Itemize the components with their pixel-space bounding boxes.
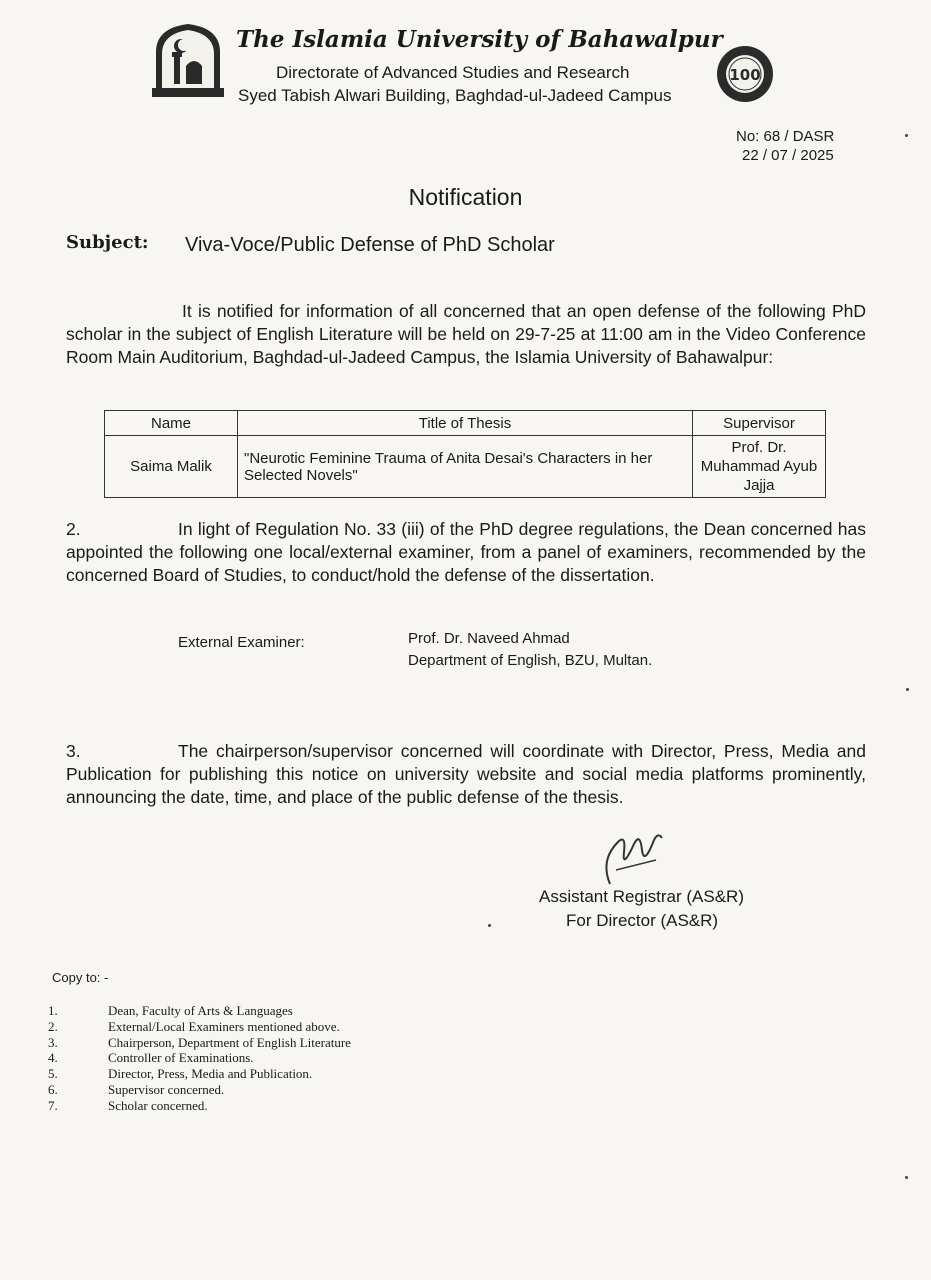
- header-supervisor: Supervisor: [693, 411, 826, 436]
- paragraph-3: [66, 740, 866, 809]
- copy-to-title: Copy to: -: [52, 970, 109, 985]
- p1-time: 11:00 am: [600, 324, 673, 344]
- list-number: 3.: [48, 1034, 58, 1050]
- signatory-role: For Director (AS&R): [566, 911, 719, 930]
- subject-text: Viva-Voce/Public Defense of PhD Scholar: [185, 234, 555, 256]
- p3-number: 3.: [66, 741, 81, 761]
- list-item: [48, 1019, 448, 1035]
- p2-number: 2.: [66, 519, 81, 539]
- list-item: [48, 1082, 448, 1098]
- header-name: Name: [105, 411, 238, 436]
- table-row: [105, 436, 826, 498]
- list-text: Supervisor concerned.: [108, 1081, 225, 1097]
- supervisor-name: Prof. Dr. Muhammad Ayub Jajja: [693, 436, 826, 498]
- p1-post: in the Video Conference Room Main Auditorium, Baghdad-ul-Jadeed Campus, the Islamia University of Bahawalpur:: [66, 324, 866, 367]
- reference-date: 22 / 07 / 2025: [742, 147, 834, 164]
- p1-mid: will be held on: [392, 324, 516, 344]
- list-item: [48, 1098, 448, 1114]
- directorate-name: Directorate of Advanced Studies and Research: [276, 63, 630, 82]
- list-number: 6.: [48, 1081, 58, 1097]
- subject-label: Subject:: [66, 232, 149, 253]
- list-text: Chairperson, Department of English Literature: [108, 1034, 351, 1050]
- p3-text: The chairperson/supervisor concerned will coordinate with Director, Press, Media and Publication for publishing this notice on university website and social media platforms prominently, announcing the date, time, and place of the public defense of the thesis.: [66, 741, 866, 807]
- scan-speck: [905, 134, 908, 137]
- list-item: [48, 1003, 448, 1019]
- signatory-title: Assistant Registrar (AS&R): [539, 887, 744, 906]
- list-text: Director, Press, Media and Publication.: [108, 1066, 313, 1082]
- examiner-label: External Examiner:: [178, 634, 305, 651]
- examiner-department: Department of English, BZU, Multan.: [408, 652, 653, 669]
- university-logo: [148, 22, 228, 100]
- reference-number: No: 68 / DASR: [736, 128, 835, 145]
- examiner-name: Prof. Dr. Naveed Ahmad: [408, 630, 570, 647]
- list-item: [48, 1035, 448, 1051]
- list-text: Scholar concerned.: [108, 1097, 208, 1113]
- table-header-row: [105, 411, 826, 436]
- list-number: 2.: [48, 1018, 58, 1034]
- list-number: 7.: [48, 1097, 58, 1113]
- list-number: 1.: [48, 1003, 58, 1018]
- centenary-seal: [715, 44, 775, 104]
- p1-date: 29-7-25: [515, 324, 576, 344]
- thesis-title: "Neurotic Feminine Trauma of Anita Desai's Characters in her Selected Novels": [238, 436, 693, 498]
- p1-pre: It is notified for information of all concerned that an open defense of the following PhD scholar in the subject of: [66, 301, 866, 344]
- building-address: Syed Tabish Alwari Building, Baghdad-ul-Jadeed Campus: [238, 86, 672, 105]
- scan-speck: [488, 924, 491, 927]
- paragraph-1: [66, 300, 866, 369]
- list-number: 4.: [48, 1050, 58, 1066]
- p2-text: In light of Regulation No. 33 (iii) of the PhD degree regulations, the Dean concerned has appointed the following one local/external examiner, from a panel of examiners, recommended by the concerned Board of Studies, to conduct/hold the defense of the dissertation.: [66, 519, 866, 585]
- p1-at: at: [575, 324, 601, 344]
- paragraph-2: [66, 518, 866, 587]
- list-text: Controller of Examinations.: [108, 1050, 254, 1066]
- list-text: External/Local Examiners mentioned above.: [108, 1018, 340, 1034]
- notification-title: Notification: [408, 184, 523, 210]
- list-number: 5.: [48, 1066, 58, 1082]
- university-name: The Islamia University of Bahawalpur: [236, 26, 723, 53]
- p1-subject: English Literature: [256, 324, 393, 344]
- list-item: [48, 1050, 448, 1066]
- list-item: [48, 1066, 448, 1082]
- scan-speck: [906, 688, 909, 691]
- scholar-name: Saima Malik: [105, 436, 238, 498]
- header-title: Title of Thesis: [238, 411, 693, 436]
- signature-mark: [596, 830, 676, 890]
- copy-to-list: [48, 1003, 448, 1114]
- scan-speck: [905, 1176, 908, 1179]
- list-text: Dean, Faculty of Arts & Languages: [108, 1003, 293, 1018]
- seal-text: 100: [729, 66, 761, 84]
- thesis-table: [104, 410, 826, 498]
